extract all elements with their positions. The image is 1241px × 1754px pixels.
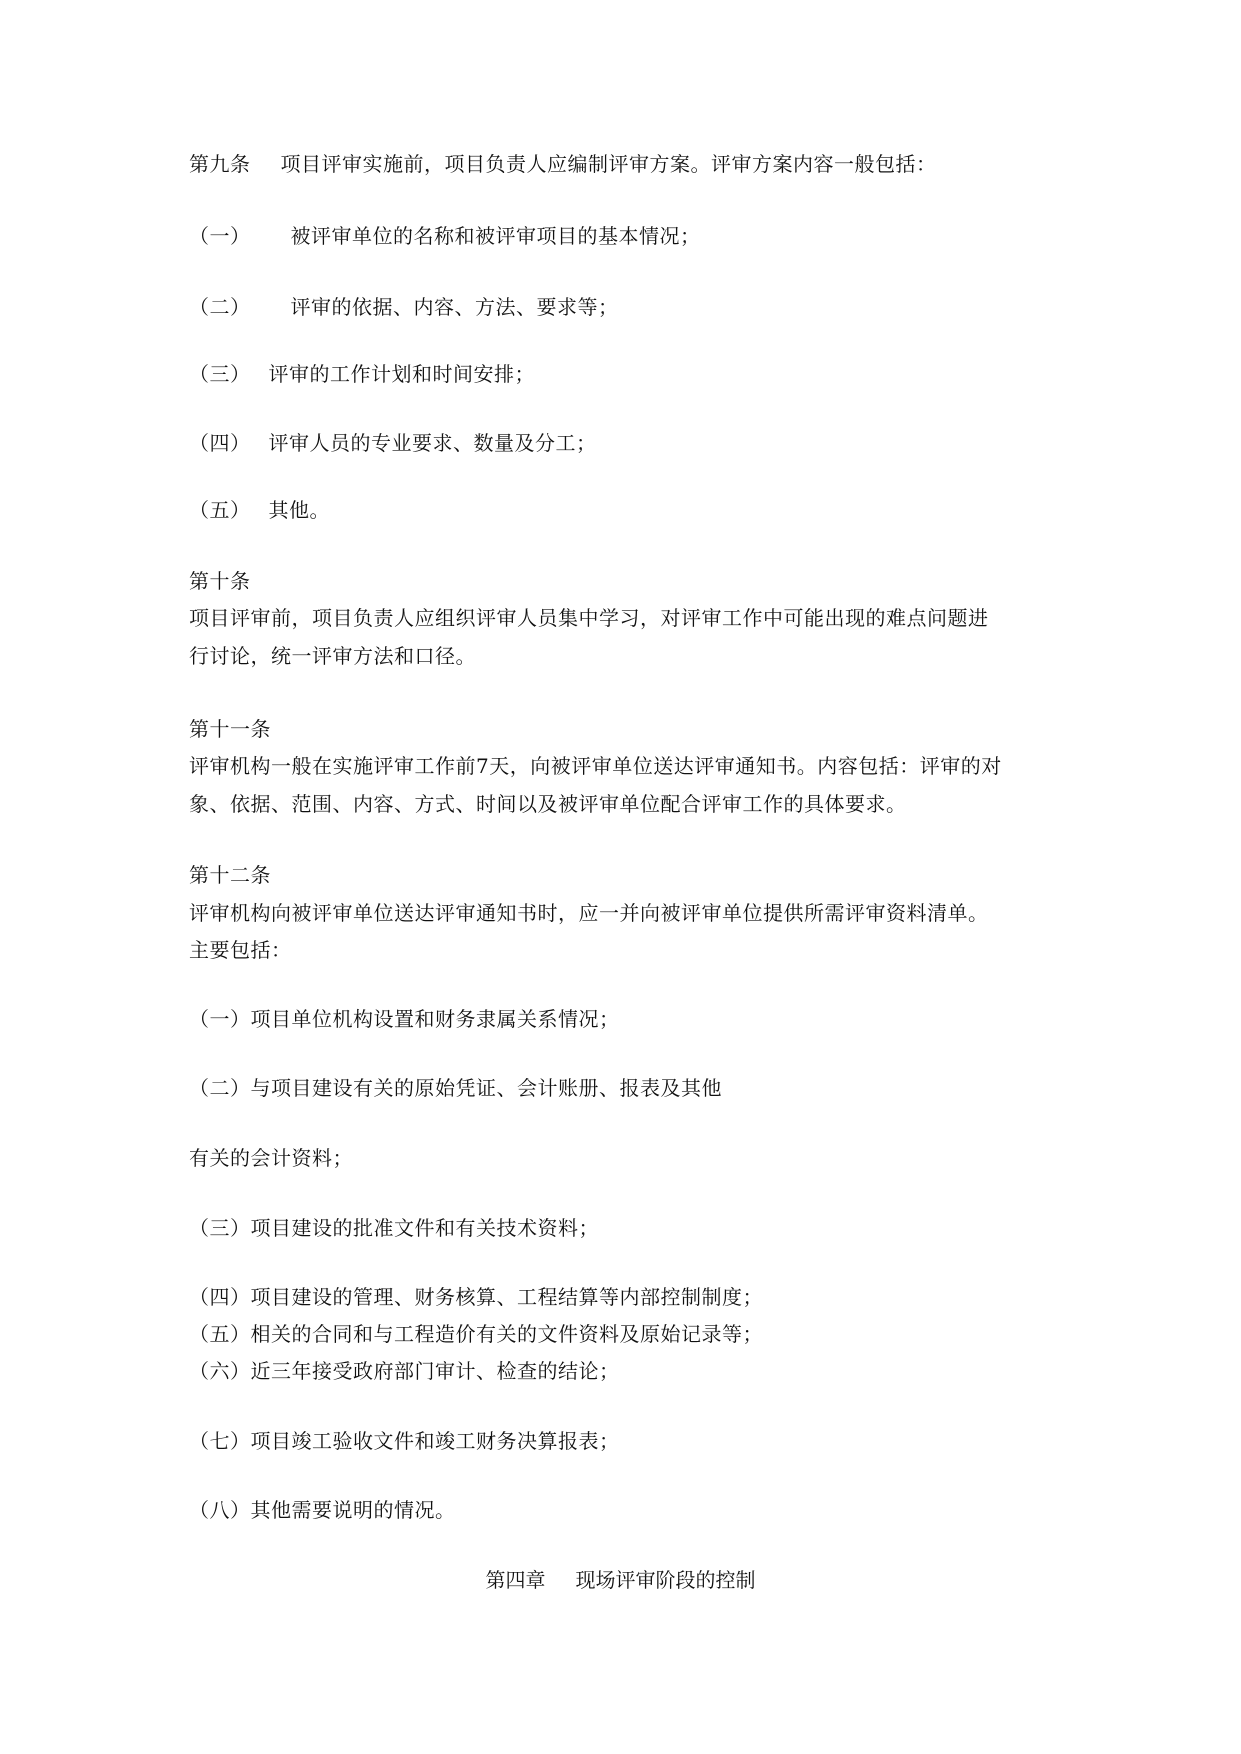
- item-marker: （一）: [189, 224, 251, 248]
- article-9-item-1: [189, 224, 701, 248]
- article-11-line-2: 象、依据、范围、内容、方式、时间以及被评审单位配合评审工作的具体要求。: [189, 792, 907, 816]
- article-12-number: 第十二条: [189, 863, 271, 887]
- article-12-item-2: （二）与项目建设有关的原始凭证、会计账册、报表及其他: [189, 1076, 722, 1100]
- article-12-item-8: （八）其他需要说明的情况。: [189, 1498, 456, 1522]
- item-text: 被评审单位的名称和被评审项目的基本情况；: [290, 224, 701, 248]
- article-12-item-6: （六）近三年接受政府部门审计、检查的结论；: [189, 1359, 620, 1383]
- item-text: 评审的依据、内容、方法、要求等；: [290, 295, 619, 319]
- article-12-item-4: （四）项目建设的管理、财务核算、工程结算等内部控制制度；: [189, 1285, 763, 1309]
- article-9-item-3: [189, 362, 535, 386]
- article-12-item-7: （七）项目竣工验收文件和竣工财务决算报表；: [189, 1429, 620, 1453]
- article-9-item-4: [189, 431, 597, 455]
- item-marker: （三）: [189, 362, 251, 386]
- item-marker: （五）: [189, 498, 251, 522]
- item-text: 其他。: [268, 498, 330, 522]
- item-marker: （四）: [189, 431, 251, 455]
- article-12-item-1: （一）项目单位机构设置和财务隶属关系情况；: [189, 1007, 620, 1031]
- article-12-item-5: （五）相关的合同和与工程造价有关的文件资料及原始记录等；: [189, 1322, 763, 1346]
- item-text: 评审的工作计划和时间安排；: [268, 362, 535, 386]
- article-9-text: 项目评审实施前，项目负责人应编制评审方案。评审方案内容一般包括：: [280, 152, 937, 176]
- article-9-item-5: [189, 498, 330, 522]
- article-9-heading: [189, 152, 937, 176]
- item-text: 评审人员的专业要求、数量及分工；: [268, 431, 597, 455]
- article-10-line-2: 行讨论，统一评审方法和口径。: [189, 644, 476, 668]
- article-12-item-2-continued: 有关的会计资料；: [189, 1146, 353, 1170]
- article-12-line-2: 主要包括：: [189, 938, 292, 962]
- article-10-number: 第十条: [189, 569, 251, 593]
- article-11-number: 第十一条: [189, 717, 271, 741]
- article-9-item-2: [189, 295, 619, 319]
- article-10-line-1: 项目评审前，项目负责人应组织评审人员集中学习，对评审工作中可能出现的难点问题进: [189, 606, 989, 630]
- article-9-number: 第九条: [189, 152, 251, 176]
- chapter-4-title: 现场评审阶段的控制: [575, 1568, 756, 1592]
- chapter-4-heading: [0, 1568, 1241, 1592]
- item-marker: （二）: [189, 295, 251, 319]
- article-12-item-3: （三）项目建设的批准文件和有关技术资料；: [189, 1216, 599, 1240]
- article-11-line-1: 评审机构一般在实施评审工作前7天，向被评审单位送达评审通知书。内容包括：评审的对: [189, 754, 1002, 778]
- article-12-line-1: 评审机构向被评审单位送达评审通知书时，应一并向被评审单位提供所需评审资料清单。: [189, 901, 989, 925]
- chapter-4-number: 第四章: [485, 1568, 546, 1592]
